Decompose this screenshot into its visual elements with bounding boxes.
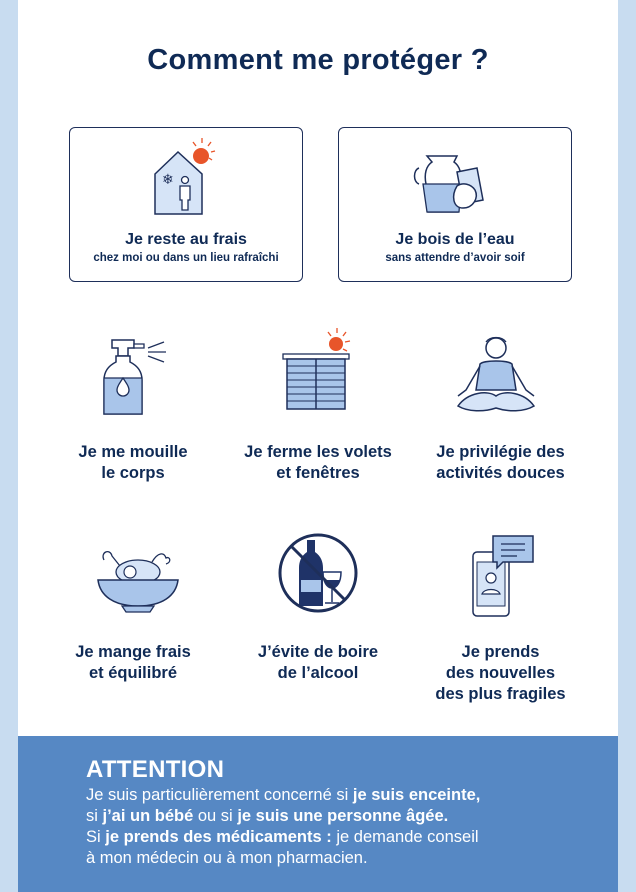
card-title: Je reste au frais [125,231,247,248]
attention-line [86,827,586,848]
item-caption [53,442,213,484]
item-line: Je me mouille [78,443,188,461]
text-span: ou si [193,807,238,825]
card-caption [339,230,571,266]
card-title: Je bois de l’eau [395,231,515,248]
item-line: J’évite de boire [257,643,379,661]
svg-text:❄: ❄ [162,172,174,188]
item-caption [413,442,588,484]
house-cool-icon [140,134,230,224]
item-caption [228,442,408,484]
attention-line [86,806,586,827]
item-line: Je ferme les volets [244,443,392,461]
bold-span: j’ai un bébé [102,807,194,825]
item-line: et fenêtres [276,464,360,482]
text-span: je demande conseil [331,828,479,846]
water-jug-glass-icon [409,138,499,228]
item-line: activités douces [436,464,565,482]
item-caption [228,642,408,684]
attention-banner [18,736,618,892]
card-stay-cool [69,127,303,282]
item-line: et équilibré [88,664,178,682]
item-line: le corps [101,464,165,482]
attention-line [86,785,586,806]
card-drink-water [338,127,572,282]
text-span: si [86,807,103,825]
page-title: Comment me protéger ? [147,44,489,76]
window-shutters-icon [273,326,363,416]
bold-span: je suis une personne âgée. [237,807,449,825]
bold-span: je prends des médicaments : [105,828,332,846]
attention-title: ATTENTION [86,756,225,783]
bold-span: je suis enceinte, [352,786,481,804]
text-span: à mon médecin ou à mon pharmacien. [86,849,368,867]
item-caption [413,642,588,705]
item-line: des nouvelles [445,664,556,682]
attention-line [86,848,586,869]
item-line: des plus fragiles [435,685,566,703]
item-line: Je privilégie des [436,443,565,461]
meditation-person-icon [448,330,544,420]
food-bowl-icon [90,538,186,618]
poster [18,0,618,892]
item-line: de l’alcool [277,664,359,682]
item-line: Je mange frais [75,643,191,661]
card-subtitle: sans attendre d’avoir soif [385,252,525,264]
no-alcohol-icon [273,528,363,618]
card-caption [70,230,302,266]
card-subtitle: chez moi ou dans un lieu rafraîchi [93,252,279,264]
text-span: Je suis particulièrement concerné si [86,786,353,804]
item-caption [53,642,213,684]
attention-text [86,785,586,869]
item-line: Je prends [461,643,540,661]
text-span: Si [86,828,106,846]
spray-bottle-icon [88,334,178,424]
phone-message-icon [455,532,545,622]
